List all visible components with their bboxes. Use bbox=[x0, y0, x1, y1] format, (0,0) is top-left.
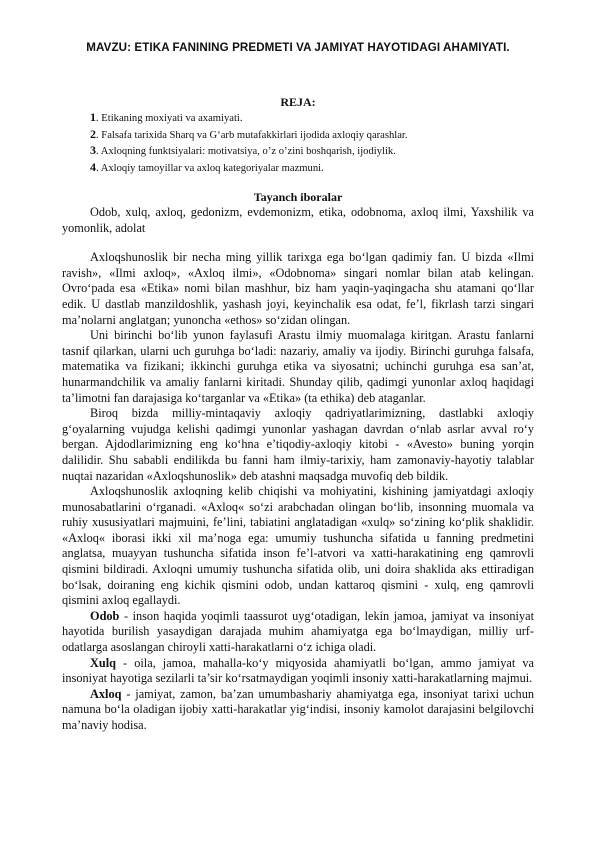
plan-item-number: 4 bbox=[90, 159, 96, 174]
body-paragraph: Uni birinchi bo‘lib yunon faylasufi Arastu ilmiy muomalaga kiritgan. Arastu fanlarni tasnif qilarkan, ularni uch guruhga bo‘ladi: nazariy, amaliy va ijodiy. Birinchi guruhga falsafa, matematika va fizikani; ikkinchi guruhga etika va siyosatni; uchinchi guruhga esa san’at, hunarmandchilik va amaliy fanlarni kiritadi. Shunday qilib, qadimgi yunonlar axloq haqidagi ta’limotni fan darajasiga ko‘targanlar va «Etika» (ta ethika) deb ataganlar. bbox=[62, 328, 534, 405]
plan-list bbox=[90, 110, 530, 176]
plan-heading: REJA: bbox=[280, 95, 316, 109]
paragraph-gap bbox=[62, 236, 534, 250]
plan-item-number: 2 bbox=[90, 126, 96, 141]
plan-item bbox=[90, 143, 530, 160]
document-body bbox=[62, 205, 534, 734]
definition-term: Xulq bbox=[90, 655, 116, 670]
plan-item bbox=[90, 127, 530, 144]
body-paragraph: Axloqshunoslik axloqning kelib chiqishi va mohiyatini, kishining jamiyatdagi axloqiy munosabatlarini o‘rganadi. «Axloq« so‘zi arabchadan olingan bo‘lib, insonning muomala va ruhiy xususiyatlari majmuini, fe’lini, tabiatini anglatadigan «xulq» so‘zining ko‘plik shaklidir. «Axloq« iborasi ikki xil ma’noga ega: umumiy tushuncha sifatida u fanning predmetini anglatsa, muayyan tushuncha sifatida inson fe’l-atvori va xatti-harakatining eng qamrovli qismini bildiradi. Axloqni umumiy tushuncha sifatida olib, uni doira shaklida aks ettiradigan bo‘lsak, doiraning eng kichik qismini odob, undan kattaroq qismini - xulq, eng qamrovli qismini axloq egallaydi. bbox=[62, 484, 534, 608]
keywords-heading: Tayanch iboralar bbox=[253, 190, 343, 204]
plan-item-text: . Etikaning moxiyati va axamiyati. bbox=[96, 113, 243, 124]
body-paragraph: Axloqshunoslik bir necha ming yillik tarixga ega bo‘lgan qadimiy fan. U bizda «Ilmi ravish», «Ilmi axloq», «Axloq ilmi», «Odobnoma» singari nomlar bilan atab kelingan. Ovro‘pada esa «Etika» nomi bilan mashhur, biz ham yaqin-yaqingacha shu atamani qo‘llar edik. U dastlab manzildoshlik, yashash joyi, keyinchalik esa odat, fe’l, fikrlash tarzi singari ma’nolarni anglatgan; yunoncha «ethos» so‘zidan olingan. bbox=[62, 250, 534, 327]
plan-item-text: . Falsafa tarixida Sharq va G‘arb mutafakkirlari ijodida axloqiy qarashlar. bbox=[96, 129, 408, 141]
plan-item-number: 3 bbox=[90, 143, 96, 157]
plan-item-number: 1 bbox=[90, 110, 96, 124]
plan-item bbox=[90, 160, 530, 177]
definition-text: - oila, jamoa, mahalla-ko‘y miqyosida ahamiyatli bo‘lgan, ammo jamiyat va insoniyat hayotiga sezilarli ta’sir ko‘rsatmaydigan yoqimli insoniy xatti-harakatlarning majmui. bbox=[62, 655, 534, 686]
definition-text: - inson haqida yoqimli taassurot uyg‘otadigan, lekin jamoa, jamiyat va insoniyat hayotida burilish yasaydigan darajada muhim ahamiyatga ega bo‘lmaydigan, milliy urf-odatlarga asoslangan chiroyli xatti-harakatlarni o‘z ichiga oladi. bbox=[62, 608, 534, 655]
definition-paragraph bbox=[62, 656, 534, 687]
definition-paragraph bbox=[62, 609, 534, 656]
document-title: MAVZU: ETIKA FANINING PREDMETI VA JAMIYAT HAYOTIDAGI AHAMIYATI. bbox=[86, 41, 510, 54]
definition-term: Axloq bbox=[90, 686, 122, 701]
plan-item-text: . Axloqiy tamoyillar va axloq kategoriyalar mazmuni. bbox=[96, 162, 324, 174]
definition-paragraph bbox=[62, 687, 534, 734]
definition-text: - jamiyat, zamon, ba’zan umumbashariy ahamiyatga ega, insoniyat tarixi uchun namuna bo‘la oladigan ijobiy xatti-harakatlar yig‘indisi, insoniy kamolot darajasini belgilovchi ma’naviy hodisa. bbox=[62, 686, 534, 732]
plan-item-text: . Axloqning funktsiyalari: motivatsiya, o’z o’zini boshqarish, ijodiylik. bbox=[96, 146, 396, 157]
definition-term: Odob bbox=[90, 608, 120, 623]
body-paragraph: Biroq bizda milliy-mintaqaviy axloqiy qadriyatlarimizning, dastlabki axloqiy g‘oyalarning vujudga kelishi qadimgi yunonlar yashagan davrdan o‘nlab asrlar avval ro‘y bergan. Ajdodlarimizning eng ko‘hna e’tiqodiy-axloqiy kitobi - «Avesto» buning yorqin dalilidir. Shu sababli endilikda bu fanni ham ilmiy-tarixiy, ham zamonaviy-hayotiy talablar nuqtai nazaridan «Axloqshunoslik» deb atashni maqsadga muvofiq deb bildik. bbox=[62, 406, 534, 483]
keywords-text: Odob, xulq, axloq, gedonizm, evdemonizm, etika, odobnoma, axloq ilmi, Yaxshilik va yomonlik, adolat bbox=[62, 205, 534, 235]
plan-item bbox=[90, 110, 530, 127]
